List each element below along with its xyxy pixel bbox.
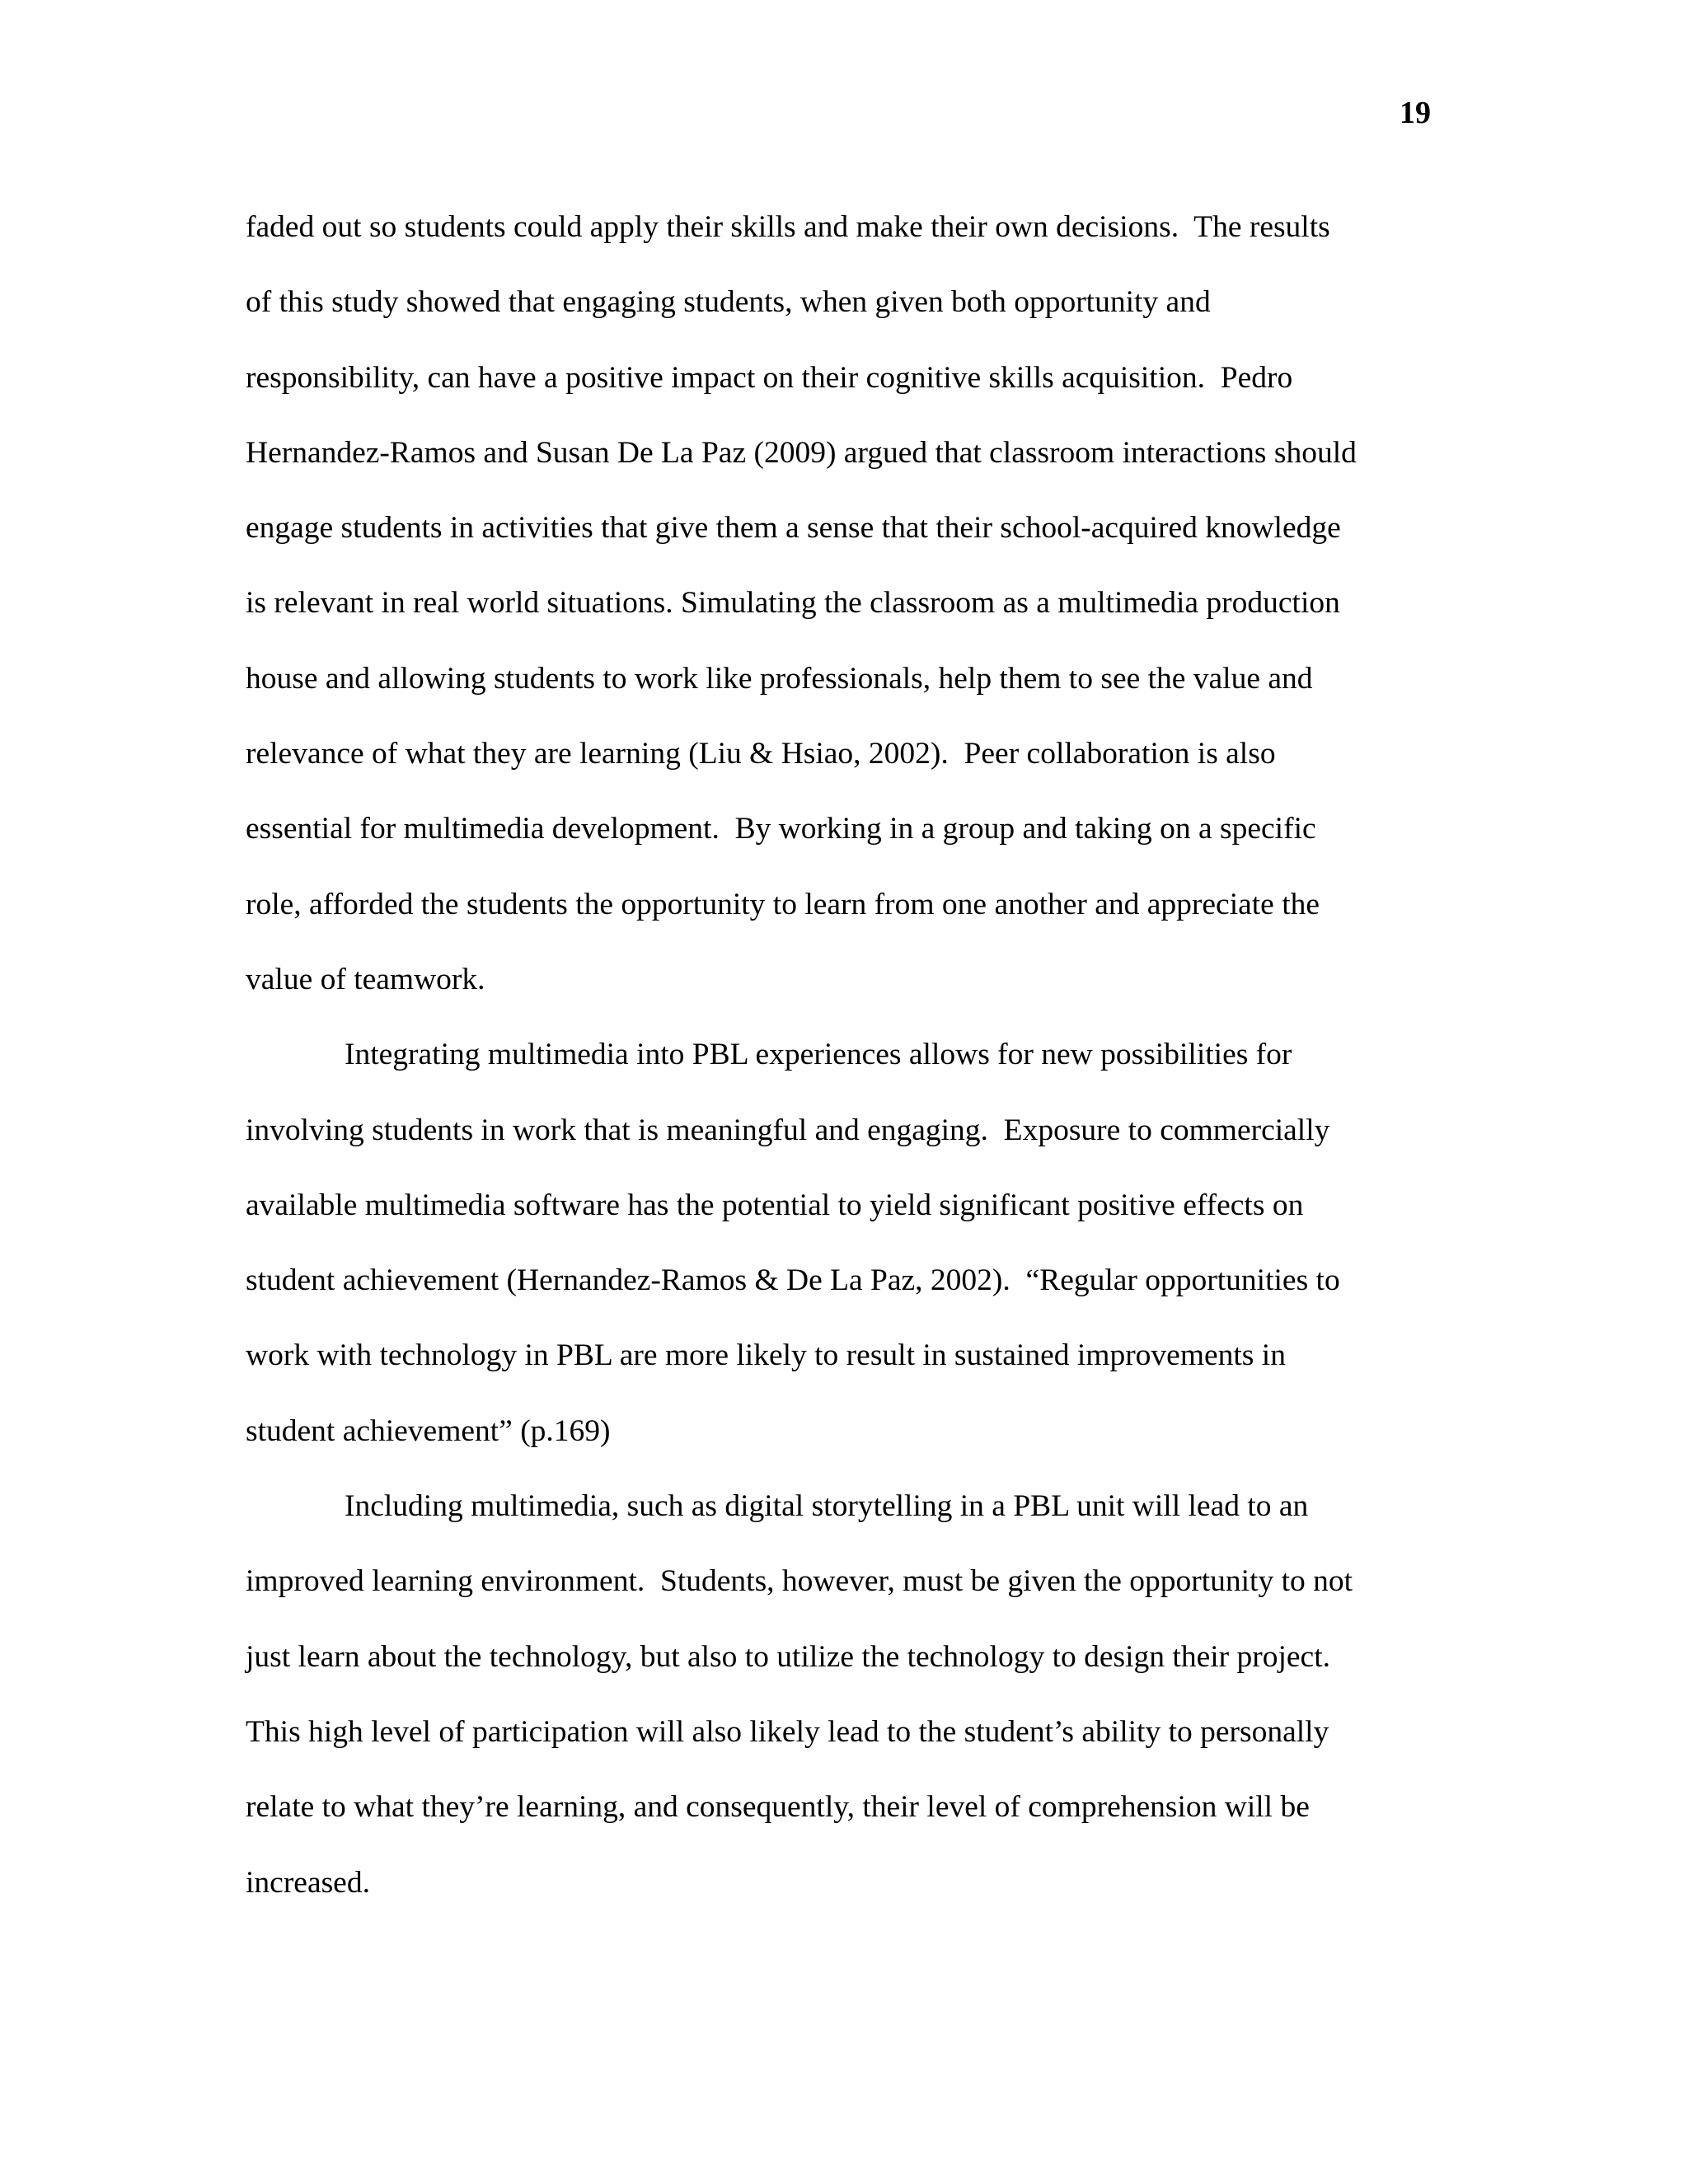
text-line: faded out so students could apply their skills and make their own decisions. The results	[246, 210, 1330, 244]
text-line: available multimedia software has the potential to yield significant positive effects on	[246, 1188, 1304, 1222]
text-line: relevance of what they are learning (Liu & Hsiao, 2002). Peer collaboration is also	[246, 737, 1276, 771]
paragraph-3	[246, 1469, 1432, 1920]
text-line: involving students in work that is meaningful and engaging. Exposure to commercially	[246, 1113, 1330, 1147]
paragraph-2	[246, 1017, 1432, 1469]
text-line: engage students in activities that give them a sense that their school-acquired knowledge	[246, 511, 1341, 546]
paragraph-1	[246, 190, 1432, 1017]
text-line: essential for multimedia development. By working in a group and taking on a specific	[246, 812, 1316, 846]
text-line: responsibility, can have a positive impact on their cognitive skills acquisition. Pedro	[246, 360, 1293, 395]
text-line: role, afforded the students the opportunity to learn from one another and appreciate the	[246, 887, 1320, 921]
text-line: value of teamwork.	[246, 962, 485, 996]
text-line: student achievement (Hernandez-Ramos & De La Paz, 2002). “Regular opportunities to	[246, 1263, 1340, 1298]
text-line: Including multimedia, such as digital storytelling in a PBL unit will lead to an	[345, 1489, 1309, 1524]
text-line: Hernandez-Ramos and Susan De La Paz (2009) argued that classroom interactions should	[246, 435, 1357, 470]
text-line: of this study showed that engaging students, when given both opportunity and	[246, 285, 1211, 320]
text-line: improved learning environment. Students, however, must be given the opportunity to not	[246, 1564, 1353, 1599]
text-line: This high level of participation will also likely lead to the student’s ability to personally	[246, 1714, 1329, 1749]
text-line: work with technology in PBL are more likely to result in sustained improvements in	[246, 1338, 1286, 1373]
text-line: just learn about the technology, but also to utilize the technology to design their project.	[246, 1639, 1330, 1674]
body-text	[246, 190, 1432, 1920]
page-number: 19	[1400, 96, 1431, 130]
text-line: increased.	[246, 1865, 370, 1900]
text-line: Integrating multimedia into PBL experiences allows for new possibilities for	[345, 1038, 1292, 1072]
text-line: house and allowing students to work like professionals, help them to see the value and	[246, 661, 1313, 696]
text-line: is relevant in real world situations. Simulating the classroom as a multimedia production	[246, 586, 1340, 621]
text-line: relate to what they’re learning, and consequently, their level of comprehension will be	[246, 1790, 1310, 1825]
text-line: student achievement” (p.169)	[246, 1413, 611, 1448]
